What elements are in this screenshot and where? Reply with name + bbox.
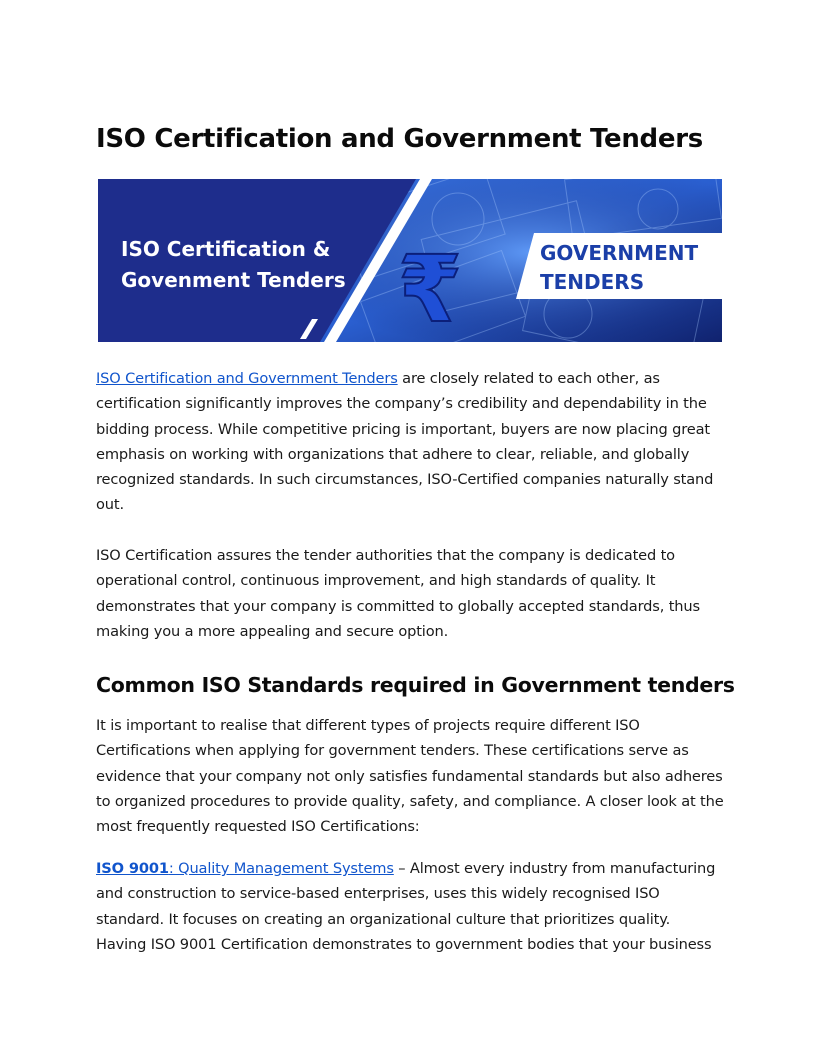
intro-text: are closely related to each other, as certification significantly improves the company’s credibility and dependability in the bidding process. While competitive pricing is important, buyers are now placing great emphasis on working with organizations that adhere to clear, reliable, and globally recognized standards. In such circumstances, ISO-Certified companies naturally stand out. [96,370,714,514]
banner-right-title-line2: TENDERS [540,270,645,294]
iso-9001-paragraph [96,856,724,957]
iso-9001-link[interactable] [96,860,394,877]
hero-banner-image [98,179,722,342]
iso-9001-link-rest: : Quality Management Systems [168,860,394,877]
banner-graphic [98,179,722,342]
banner-left-title-line1: ISO Certification & [121,237,331,261]
section-intro-paragraph: It is important to realise that different types of projects require different ISO Certifications when applying for government tenders. These certifications serve as evidence that your company not only satisfies fundamental standards but also adheres to organized procedures to provide quality, safety, and compliance. A closer look at the most frequently requested ISO Certifications: [96,717,724,836]
iso-9001-text: – Almost every industry from manufacturing and construction to service-based enterprises, uses this widely recognised ISO standard. It focuses on creating an organizational culture that prioritizes quality. Having ISO 9001 Certification demonstrates to government bodies that your business [96,860,716,953]
banner-right-title-line1: GOVERNMENT [540,241,699,265]
iso-tenders-link[interactable]: ISO Certification and Government Tenders [96,370,398,387]
section-heading: Common ISO Standards required in Government tenders [96,673,735,697]
intro-paragraph [96,366,724,518]
page-title: ISO Certification and Government Tenders [96,124,703,154]
rupee-icon: ₹ [398,236,463,342]
iso-9001-link-bold: ISO 9001 [96,860,169,877]
banner-left-title-line2: Govenment Tenders [121,268,346,292]
assurance-paragraph: ISO Certification assures the tender authorities that the company is dedicated to operational control, continuous improvement, and high standards of quality. It demonstrates that your company is committed to globally accepted standards, thus making you a more appealing and secure option. [96,547,700,640]
